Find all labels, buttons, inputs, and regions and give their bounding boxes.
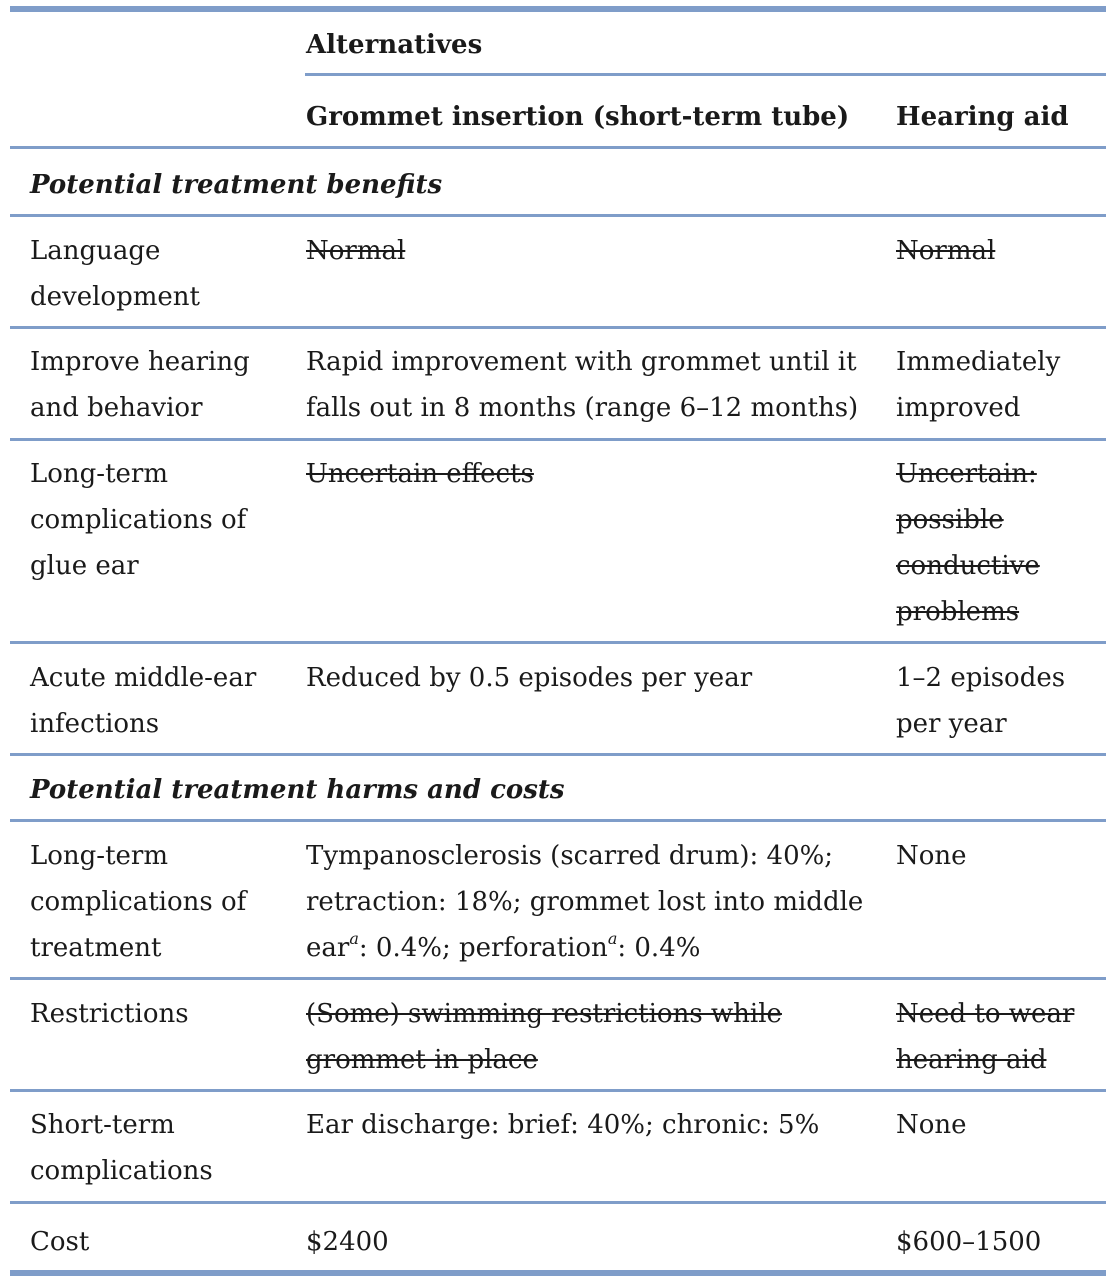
header-partial-rule: [305, 73, 1106, 76]
row-cost-aid: $600–1500: [896, 1227, 1042, 1257]
row-cost-label: Cost: [30, 1227, 90, 1257]
row-rule: [10, 977, 1106, 980]
row-acute-label: Acute middle-ear infections: [30, 663, 257, 739]
row-rule: [10, 214, 1106, 217]
row-longterm-treatment-grommet: Tympanosclerosis (scarred drum): 40%; retraction: 18%; grommet lost into middle ear$^a$: 0.4%; perforation$^a$: 0.4%: [306, 841, 864, 963]
row-rule: [10, 438, 1106, 441]
table-top-rule: [10, 6, 1106, 12]
footnote-marker: a: [607, 929, 618, 949]
row-shortterm-grommet: Ear discharge: brief: 40%; chronic: 5%: [306, 1110, 820, 1140]
section-harms: Potential treatment harms and costs: [30, 775, 565, 805]
row-glue-aid: Uncertain: possible conductive problems: [896, 459, 1040, 627]
table-bottom-rule: [10, 1270, 1106, 1276]
row-shortterm-label: Short-term complications: [30, 1110, 213, 1186]
header-hearing-aid: Hearing aid: [896, 102, 1069, 132]
row-longterm-treatment-label: Long-term complications of treatment: [30, 841, 247, 963]
row-rule: [10, 326, 1106, 329]
row-language-grommet: Normal: [306, 236, 406, 266]
row-glue-label: Long-term complications of glue ear: [30, 459, 247, 581]
row-restrictions-label: Restrictions: [30, 999, 189, 1029]
row-longterm-treatment-aid: None: [896, 841, 967, 871]
row-hearing-grommet: Rapid improvement with grommet until it falls out in 8 months (range 6–12 months): [306, 347, 859, 423]
row-language-label: Language development: [30, 236, 200, 312]
row-rule: [10, 1201, 1106, 1204]
row-rule: [10, 819, 1106, 822]
header-bottom-rule: [10, 146, 1106, 149]
row-rule: [10, 1089, 1106, 1092]
row-rule: [10, 641, 1106, 644]
header-alternatives: Alternatives: [306, 30, 483, 60]
row-acute-aid: 1–2 episodes per year: [896, 663, 1066, 739]
header-grommet: Grommet insertion (short-term tube): [306, 102, 850, 132]
row-restrictions-grommet: (Some) swimming restrictions while grommet in place: [306, 999, 782, 1075]
row-acute-grommet: Reduced by 0.5 episodes per year: [306, 663, 753, 693]
row-shortterm-aid: None: [896, 1110, 967, 1140]
row-cost-grommet: $2400: [306, 1227, 389, 1257]
section-benefits: Potential treatment benefits: [30, 170, 443, 200]
row-hearing-label: Improve hearing and behavior: [30, 347, 250, 423]
row-glue-grommet: Uncertain effects: [306, 459, 534, 489]
footnote-marker: a: [349, 929, 359, 949]
row-rule: [10, 753, 1106, 756]
row-language-aid: Normal: [896, 236, 996, 266]
row-restrictions-aid: Need to wear hearing aid: [896, 999, 1075, 1075]
row-hearing-aid: Immediately improved: [896, 347, 1061, 423]
